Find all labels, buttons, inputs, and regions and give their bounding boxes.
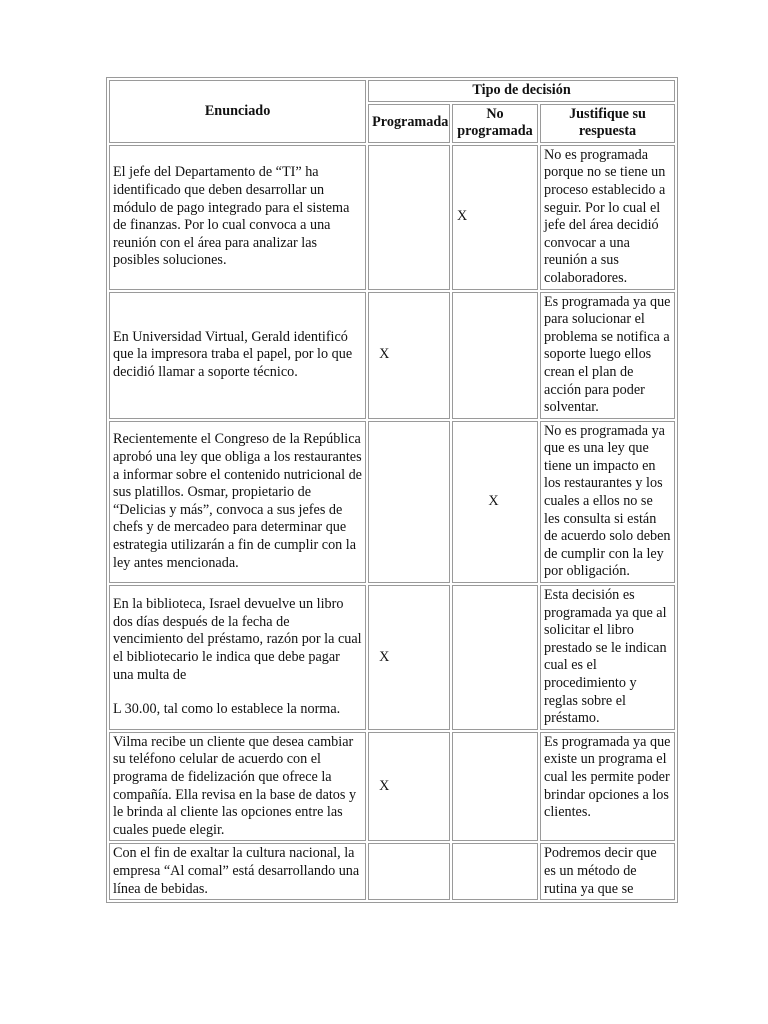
programada-cell: X xyxy=(368,732,450,842)
programada-cell: X xyxy=(368,585,450,730)
header-no-programada: No programada xyxy=(452,104,538,143)
table-row xyxy=(109,145,675,290)
enunciado-cell: Recientemente el Congreso de la República aprobó una ley que obliga a los restaurantes a informar sobre el contenido nutricional de sus platillos. Osmar, propietario de “Delicias y más”, convoca a sus jefes de chefs y de mercadeo para determinar que estrategia utilizarán a fin de cumplir con la ley antes mencionada. xyxy=(109,421,366,583)
table-row xyxy=(109,421,675,583)
justificacion-cell: No es programada porque no se tiene un proceso establecido a seguir. Por lo cual el jefe del área decidió convocar a una reunión a sus colaboradores. xyxy=(540,145,675,290)
decision-table xyxy=(106,77,678,903)
enunciado-cell: Vilma recibe un cliente que desea cambiar su teléfono celular de acuerdo con el programa de fidelización que ofrece la compañía. Ella revisa en la base de datos y le brinda al cliente las opciones entre las cuales puede elegir. xyxy=(109,732,366,842)
header-tipo-decision: Tipo de decisión xyxy=(368,80,675,102)
table-row xyxy=(109,843,675,900)
justificacion-cell: Esta decisión es programada ya que al solicitar el libro prestado se le indican cual es el procedimiento y reglas sobre el préstamo. xyxy=(540,585,675,730)
header-programada: Programada xyxy=(368,104,450,143)
programada-cell: X xyxy=(368,292,450,419)
header-justifique: Justifique su respuesta xyxy=(540,104,675,143)
justificacion-cell: Es programada ya que existe un programa el cual les permite poder brindar opciones a los clientes. xyxy=(540,732,675,842)
enunciado-cell: En Universidad Virtual, Gerald identificó que la impresora traba el papel, por lo que decidió llamar a soporte técnico. xyxy=(109,292,366,419)
justificacion-cell: No es programada ya que es una ley que tiene un impacto en los restaurantes y los cuales a ellos no se les consulta si están de acuerdo solo deben de cumplir con la ley por obligación. xyxy=(540,421,675,583)
table-row xyxy=(109,292,675,419)
no-programada-cell xyxy=(452,843,538,900)
no-programada-cell xyxy=(452,292,538,419)
justificacion-cell: Podremos decir que es un método de rutina ya que se xyxy=(540,843,675,900)
table-row xyxy=(109,585,675,730)
programada-cell xyxy=(368,421,450,583)
enunciado-text-cont: L 30.00, tal como lo establece la norma. xyxy=(113,701,341,718)
enunciado-cell xyxy=(109,585,366,730)
no-programada-cell xyxy=(452,585,538,730)
programada-cell xyxy=(368,843,450,900)
no-programada-cell: X xyxy=(452,145,538,290)
enunciado-cell: Con el fin de exaltar la cultura nacional, la empresa “Al comal” está desarrollando una línea de bebidas. xyxy=(109,843,366,900)
enunciado-text: En la biblioteca, Israel devuelve un libro dos días después de la fecha de vencimiento del préstamo, razón por la cual el bibliotecario le indica que debe pagar una multa de xyxy=(113,596,362,683)
header-row-top xyxy=(109,80,675,102)
justificacion-cell: Es programada ya que para solucionar el problema se notifica a soporte luego ellos crean el plan de acción para poder solventar. xyxy=(540,292,675,419)
header-enunciado: Enunciado xyxy=(109,80,366,143)
enunciado-cell: El jefe del Departamento de “TI” ha identificado que deben desarrollar un módulo de pago integrado para el sistema de finanzas. Por lo cual convoca a una reunión con el área para analizar las posibles soluciones. xyxy=(109,145,366,290)
no-programada-cell: X xyxy=(452,421,538,583)
no-programada-cell xyxy=(452,732,538,842)
programada-cell xyxy=(368,145,450,290)
table-row xyxy=(109,732,675,842)
